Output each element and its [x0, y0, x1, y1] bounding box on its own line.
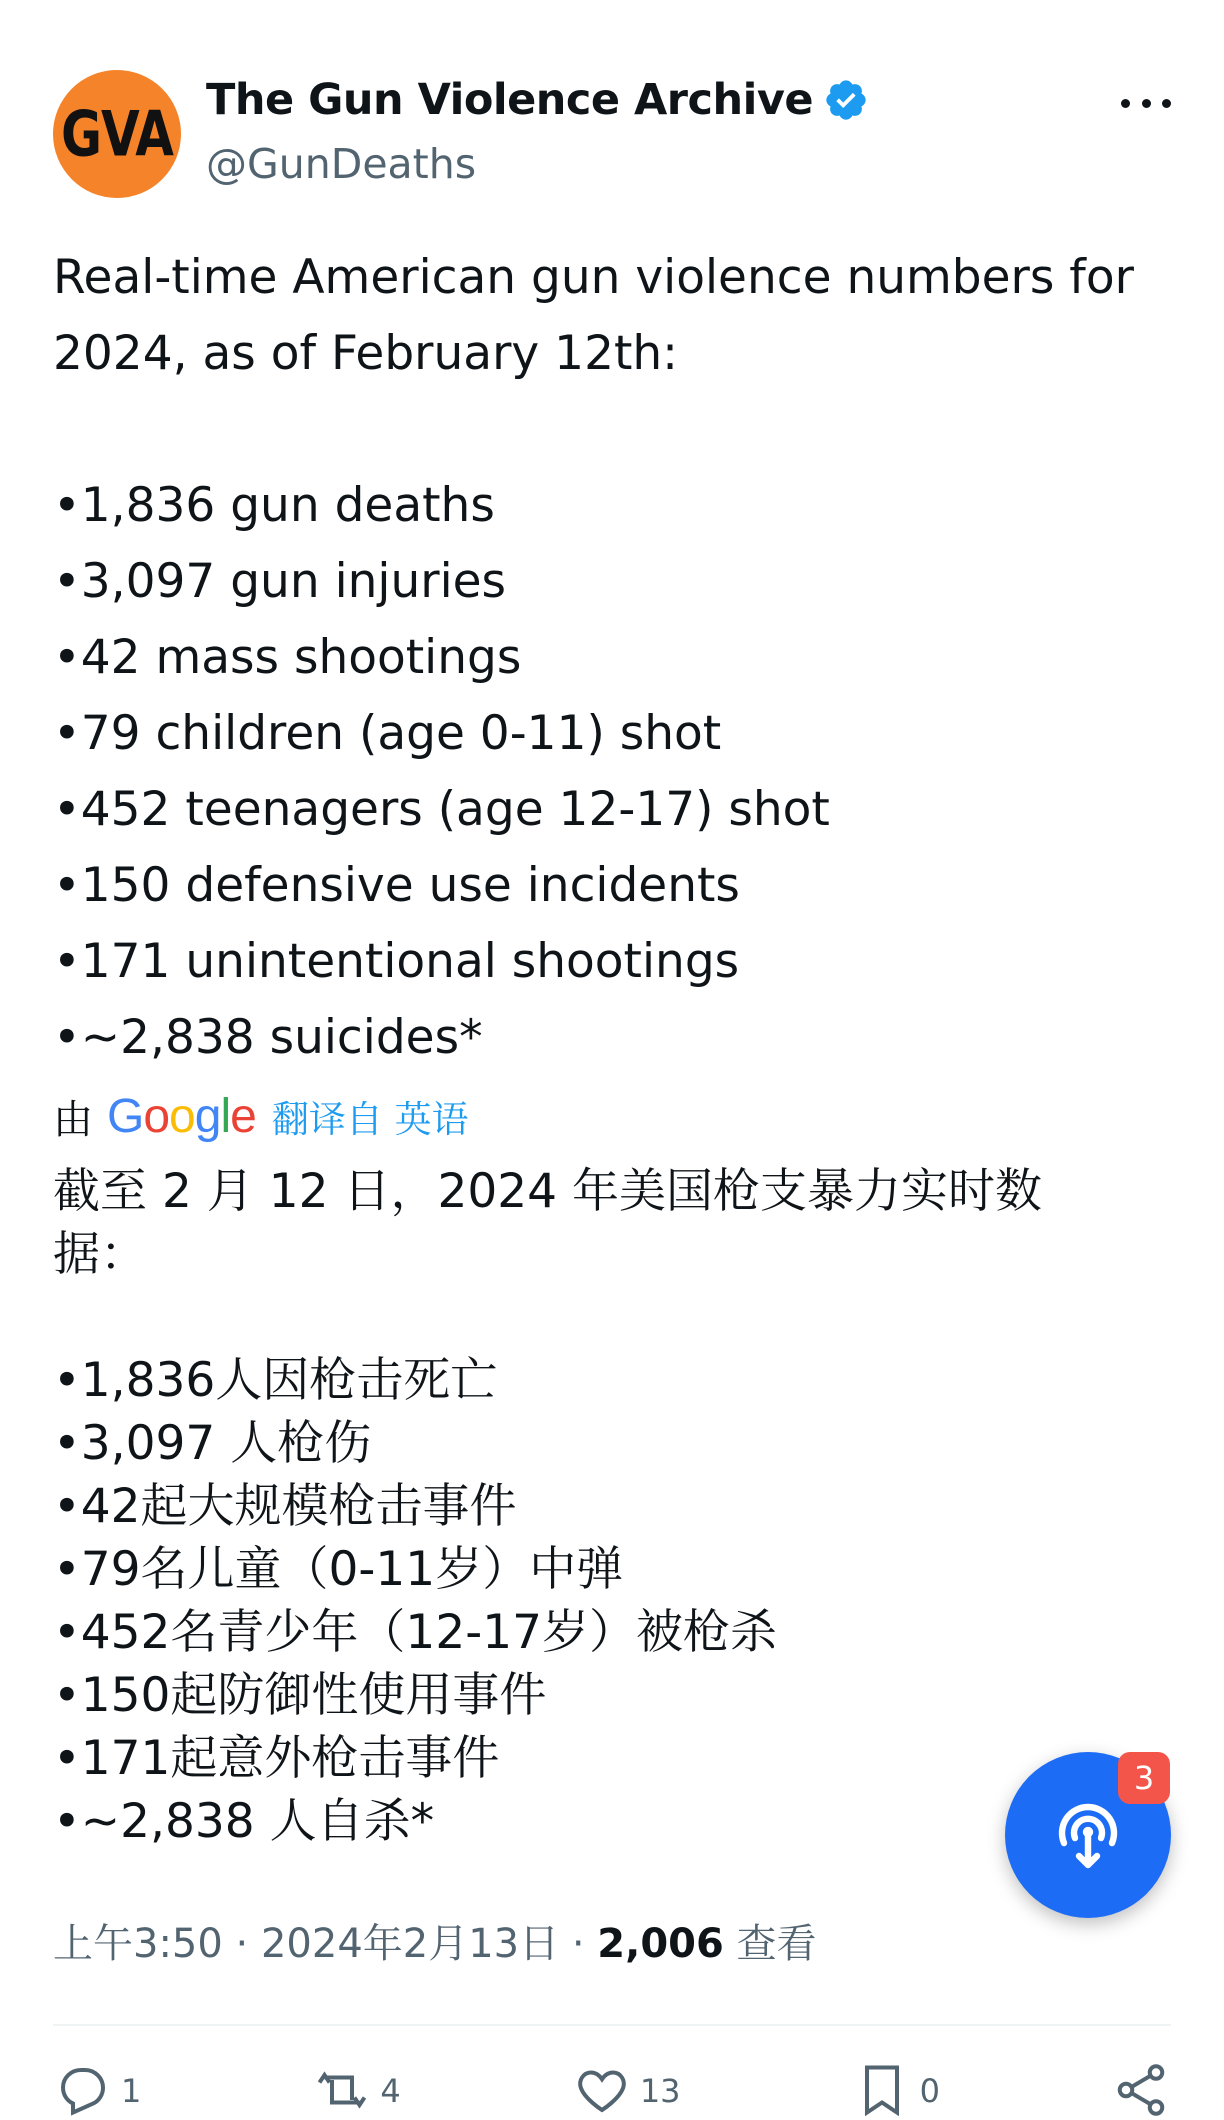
tweet-header — [53, 70, 1171, 200]
translated-list-item: •150起防御性使用事件 — [53, 1668, 547, 1723]
tweet-list-item: •42 mass shootings — [53, 630, 522, 685]
meta-separator: · — [222, 1921, 261, 1967]
reply-icon — [53, 2060, 113, 2120]
notification-badge: 3 — [1118, 1752, 1170, 1804]
tweet-list-item: •3,097 gun injuries — [53, 554, 507, 609]
translated-list-item: •79名儿童（0-11岁）中弹 — [53, 1542, 624, 1597]
reply-button[interactable] — [53, 2060, 142, 2110]
tweet-list-item: •171 unintentional shootings — [53, 934, 740, 989]
more-options-icon[interactable] — [1121, 88, 1171, 118]
display-name[interactable]: The Gun Violence Archive — [206, 75, 814, 125]
bookmark-button[interactable] — [852, 2060, 940, 2110]
share-button[interactable] — [1111, 2060, 1171, 2100]
avatar-text: GVA — [60, 97, 174, 171]
bookmark-icon — [852, 2060, 912, 2120]
tweet-list-item: •452 teenagers (age 12-17) shot — [53, 782, 830, 837]
translated-list-item: •42起大规模枪击事件 — [53, 1479, 517, 1534]
tweet-text — [53, 240, 1183, 1076]
translated-intro-line: 据： — [53, 1227, 147, 1282]
tweet-time[interactable]: 上午3:50 — [53, 1921, 223, 1967]
translated-text — [53, 1160, 1183, 1853]
tweet-list-item: •~2,838 suicides* — [53, 1010, 483, 1065]
translated-intro-line: 截至 2 月 12 日，2024 年美国枪支暴力实时数 — [53, 1164, 1043, 1219]
verified-badge-icon[interactable] — [823, 77, 869, 123]
like-button[interactable] — [572, 2060, 681, 2110]
reply-count: 1 — [121, 2072, 142, 2110]
translated-list-item: •3,097 人枪伤 — [53, 1416, 372, 1471]
translated-list-item: •~2,838 人自杀* — [53, 1794, 435, 1849]
tweet-list-item: •1,836 gun deaths — [53, 478, 495, 533]
translated-list-item: •171起意外枪击事件 — [53, 1731, 500, 1786]
retweet-button[interactable] — [312, 2060, 401, 2110]
heart-icon — [572, 2060, 632, 2120]
tweet-date[interactable]: 2024年2月13日 — [260, 1921, 560, 1967]
name-row — [206, 70, 869, 130]
account-handle[interactable]: @GunDeaths — [206, 140, 477, 188]
divider — [53, 2024, 1171, 2026]
translated-list-item: •1,836人因枪击死亡 — [53, 1353, 498, 1408]
meta-separator: · — [559, 1921, 598, 1967]
translated-list-item: •452名青少年（12-17岁）被枪杀 — [53, 1605, 778, 1660]
google-logo: Google — [107, 1089, 256, 1143]
avatar[interactable] — [53, 70, 181, 198]
tweet-meta — [53, 1912, 817, 1969]
retweet-icon — [312, 2060, 372, 2120]
translation-attribution — [53, 1088, 469, 1144]
tweet-intro-line: 2024, as of February 12th: — [53, 326, 679, 381]
spaces-microphone-icon — [1048, 1795, 1128, 1875]
views-label: 查看 — [736, 1921, 817, 1967]
translation-prefix: 由 — [53, 1096, 93, 1143]
tweet-list-item: •79 children (age 0-11) shot — [53, 706, 722, 761]
share-icon — [1111, 2060, 1171, 2120]
translate-source-link[interactable]: 翻译自 英语 — [271, 1098, 469, 1141]
action-bar — [53, 2060, 1171, 2110]
like-count: 13 — [639, 2072, 681, 2110]
tweet-list-item: •150 defensive use incidents — [53, 858, 740, 913]
tweet-intro-line: Real-time American gun violence numbers for — [53, 250, 1134, 305]
views-count: 2,006 — [597, 1921, 724, 1967]
bookmark-count: 0 — [919, 2072, 940, 2110]
retweet-count: 4 — [380, 2072, 401, 2110]
